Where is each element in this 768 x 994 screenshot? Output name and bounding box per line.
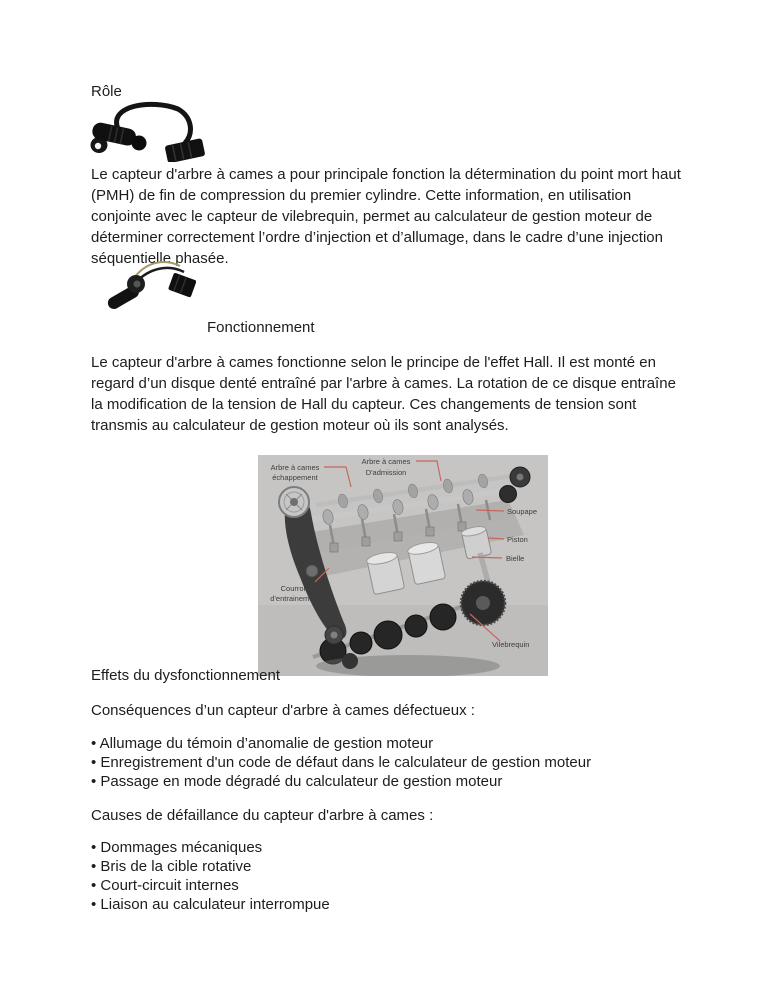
sensor-flange-hole — [95, 143, 101, 149]
consequences-item: • Enregistrement d'un code de défaut dans le calculateur de gestion moteur — [91, 754, 592, 771]
causes-item: • Dommages mécaniques — [91, 839, 263, 856]
cam-sprocket-hub — [517, 474, 524, 481]
label-exhaust-cam-line1: Arbre à cames — [270, 463, 320, 472]
label-intake-cam-line1: Arbre à cames — [361, 457, 411, 466]
crank-gear — [342, 653, 358, 669]
belt-sprocket-hub — [331, 632, 338, 639]
label-vilebrequin: Vilebrequin — [492, 640, 530, 649]
fonctionnement-paragraph: Le capteur d'arbre à cames fonctionne selon le principe de l'effet Hall. Il est monté en regard d’un disque denté entraîné par l'arbre à cames. La rotation de ce disque entraîne la modification de la tension de Hall du capteur. Ces changements de tension sont transmis au calculateur de gestion moteur où ils sont analysés. — [91, 354, 676, 434]
cam-sprocket-2 — [500, 486, 517, 503]
label-courroie-line2: d'entrainement — [270, 594, 320, 603]
causes-item: • Court-circuit internes — [91, 877, 239, 894]
causes-intro: Causes de défaillance du capteur d'arbre à cames : — [91, 807, 434, 824]
role-paragraph: Le capteur d'arbre à cames a pour principale fonction la détermination du point mort haut (PMH) de fin de compression du premier cylindre. Cette information, en utilisation conjointe avec le capteur de vilebrequin, permet au calculateur de gestion moteur de déterminer correctement l’ordre d’injection et d’allumage, dans le cadre d’une injection séquentielle phasée. — [91, 166, 681, 267]
label-piston: Piston — [507, 535, 528, 544]
label-bielle: Bielle — [506, 554, 525, 563]
sensor-head-ring — [134, 281, 141, 288]
label-courroie-line1: Courroie — [280, 584, 310, 593]
causes-list — [91, 838, 330, 914]
camshaft-sensor-cable-photo — [88, 99, 216, 162]
effets-heading: Effets du dysfonctionnement — [91, 667, 281, 684]
sensor-connector — [165, 138, 206, 162]
belt-tensioner — [306, 565, 318, 577]
consequences-item: • Passage en mode dégradé du calculateur de gestion moteur — [91, 773, 503, 790]
consequences-item: • Allumage du témoin d’anomalie de gestion moteur — [91, 735, 434, 752]
camshaft-sensor-photo — [104, 256, 196, 314]
fonctionnement-heading: Fonctionnement — [207, 319, 315, 336]
flywheel-hub — [476, 596, 490, 610]
sensor-tip — [132, 136, 147, 151]
label-exhaust-cam-line2: échappement — [272, 473, 318, 482]
role-heading: Rôle — [91, 83, 122, 100]
label-intake-cam-line2: D'admission — [365, 468, 407, 477]
pulley-hub — [290, 498, 298, 506]
sensor-connector — [168, 272, 196, 297]
consequences-intro: Conséquences d’un capteur d'arbre à cames défectueux : — [91, 702, 475, 719]
causes-item: • Liaison au calculateur interrompue — [91, 896, 330, 913]
engine-diagram-figure — [258, 455, 548, 676]
causes-item: • Bris de la cible rotative — [91, 858, 252, 875]
consequences-list — [91, 734, 591, 791]
label-soupape: Soupape — [507, 507, 538, 516]
